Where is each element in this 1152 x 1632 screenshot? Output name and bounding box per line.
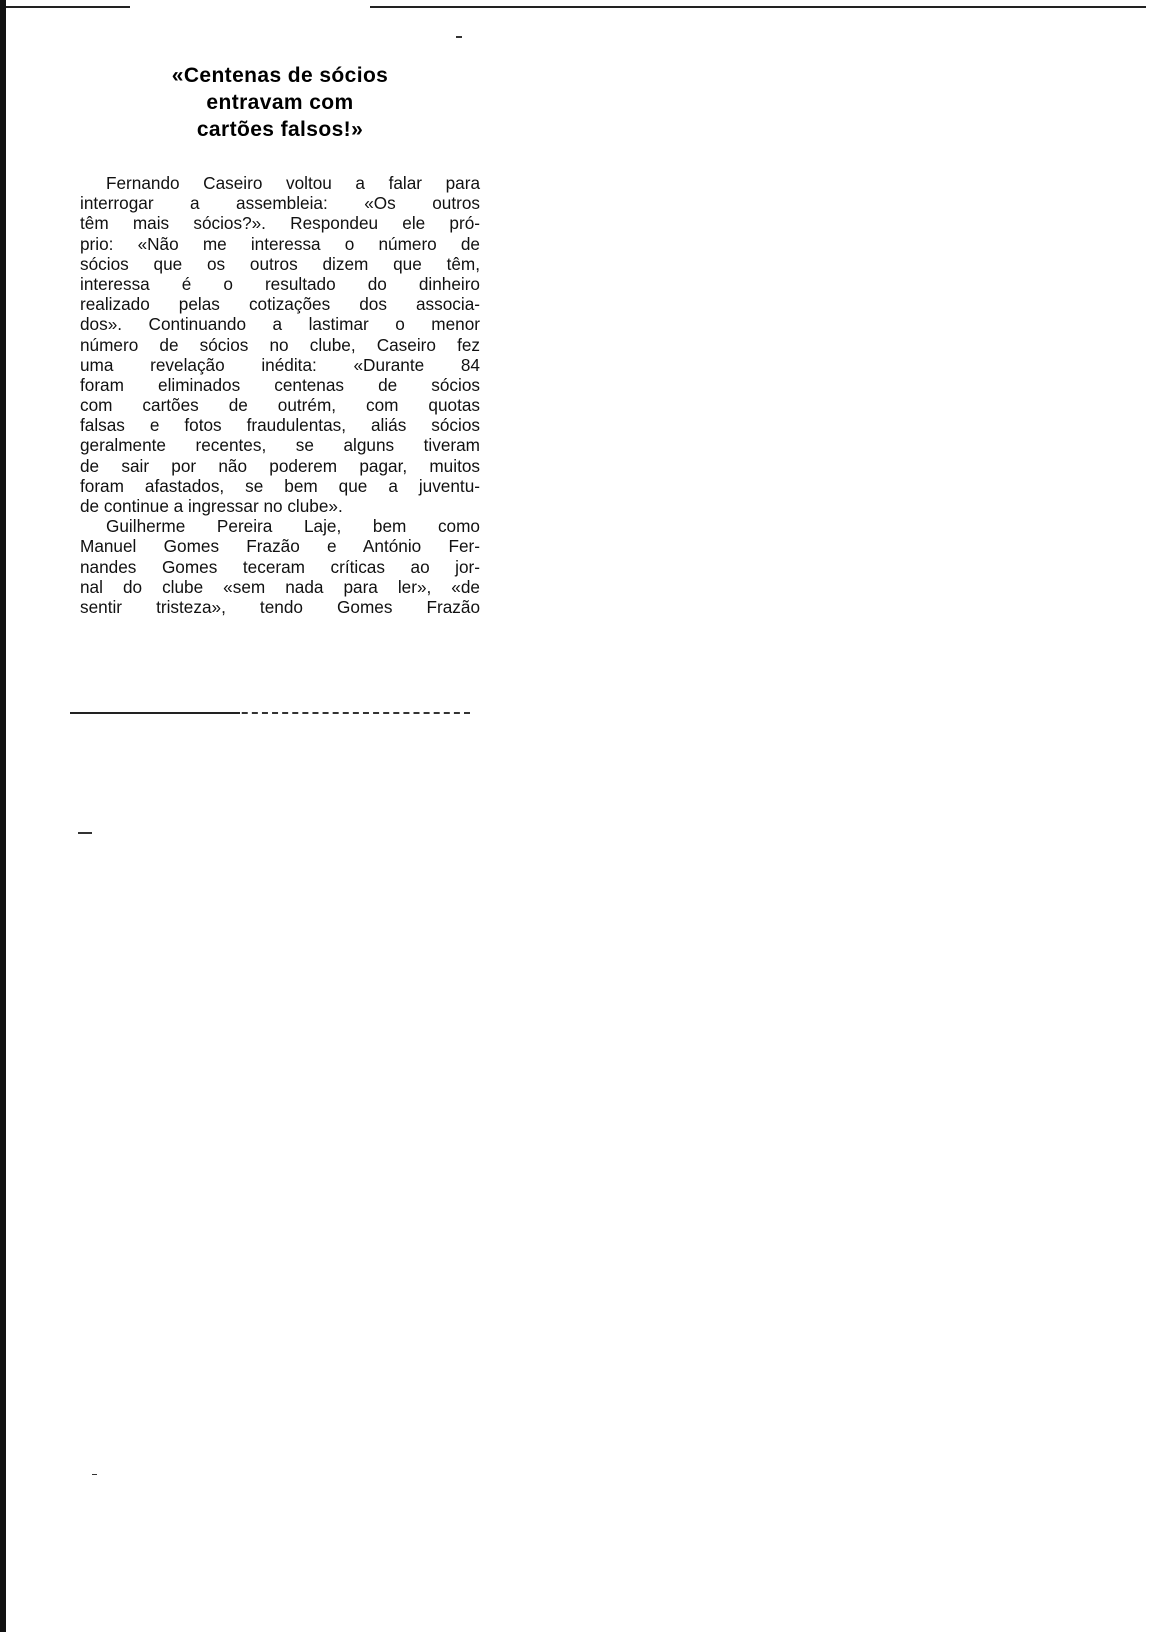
headline-line: «Centenas de sócios (171, 64, 389, 87)
article-line: prio: «Não me interessa o número de (80, 233, 480, 254)
article-line: Fernando Caseiro voltou a falar para (106, 173, 480, 193)
article-line: número de sócios no clube, Caseiro fez (80, 334, 480, 355)
scan-speck (456, 36, 462, 38)
headline-line: entravam com (206, 91, 354, 114)
newspaper-clipping (80, 62, 480, 712)
article-line: sentir tristeza», tendo Gomes Frazão (80, 596, 480, 617)
headline-line: cartões falsos!» (196, 118, 364, 141)
scan-top-line-gap (130, 5, 370, 9)
article-line: realizado pelas cotizações dos associa- (80, 294, 480, 315)
article-line: nandes Gomes teceram críticas ao jor- (80, 556, 480, 577)
article-line: sócios que os outros dizem que têm, (80, 253, 480, 274)
article-line: foram afastados, se bem que a juventu- (80, 475, 480, 496)
headline (80, 62, 480, 143)
article-line: de continue a ingressar no clube». (80, 496, 343, 516)
scan-speck (78, 832, 92, 834)
article-line: interrogar a assembleia: «Os outros (80, 193, 480, 214)
scan-left-border (0, 0, 6, 1632)
article-line: Guilherme Pereira Laje, bem como (106, 516, 480, 537)
article-line: nal do clube «sem nada para ler», «de (80, 576, 480, 597)
article-line: Manuel Gomes Frazão e António Fer- (80, 536, 480, 557)
article-line: têm mais sócios?». Respondeu ele pró- (80, 213, 480, 234)
article-line: foram eliminados centenas de sócios (80, 374, 480, 395)
article-line: de sair por não poderem pagar, muitos (80, 455, 480, 476)
scan-speck (92, 1474, 97, 1475)
clipping-bottom-rule-solid (70, 712, 240, 714)
article-line: falsas e fotos fraudulentas, aliás sócios (80, 415, 480, 436)
article-line: uma revelação inédita: «Durante 84 (80, 354, 480, 375)
article-line: dos». Continuando a lastimar o menor (80, 314, 480, 335)
article-line: interessa é o resultado do dinheiro (80, 273, 480, 294)
article-line: geralmente recentes, se alguns tiveram (80, 435, 480, 456)
article-line: com cartões de outrém, com quotas (80, 395, 480, 416)
article-body (80, 173, 480, 617)
